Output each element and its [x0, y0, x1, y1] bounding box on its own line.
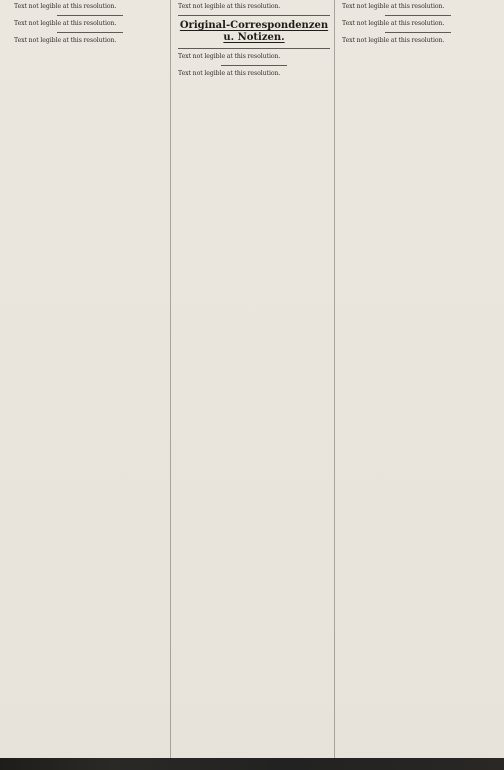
column-3 [342, 3, 494, 756]
column-1 [14, 3, 166, 756]
page-bottom-bar [0, 758, 504, 770]
column-2-divider-1 [221, 65, 288, 66]
column-2 [178, 3, 330, 756]
column-rule-left [170, 0, 171, 760]
section-heading: Original-Correspondenzen u. Notizen. [179, 20, 329, 44]
column-3-divider-2 [385, 32, 452, 33]
column-1-paragraph-2: Text not legible at this resolution. [14, 20, 117, 28]
column-3-paragraph-2: Text not legible at this resolution. [342, 20, 445, 28]
column-rule-right [334, 0, 335, 760]
column-1-paragraph-3: Text not legible at this resolution. [14, 37, 117, 45]
column-3-paragraph-1: Text not legible at this resolution. [342, 3, 445, 10]
column-3-divider-1 [385, 15, 452, 16]
column-1-divider-2 [57, 32, 124, 33]
column-1-paragraph-1: Text not legible at this resolution. [14, 3, 117, 10]
column-2-paragraph-3: Text not legible at this resolution. [178, 70, 281, 78]
column-2-heading-rule-bottom [178, 48, 330, 49]
column-3-paragraph-3: Text not legible at this resolution. [342, 37, 445, 45]
column-2-paragraph-1: Text not legible at this resolution. [178, 3, 281, 10]
column-2-paragraph-2: Text not legible at this resolution. [178, 53, 281, 61]
column-1-divider-1 [57, 15, 124, 16]
column-2-heading-rule-top [178, 15, 330, 16]
